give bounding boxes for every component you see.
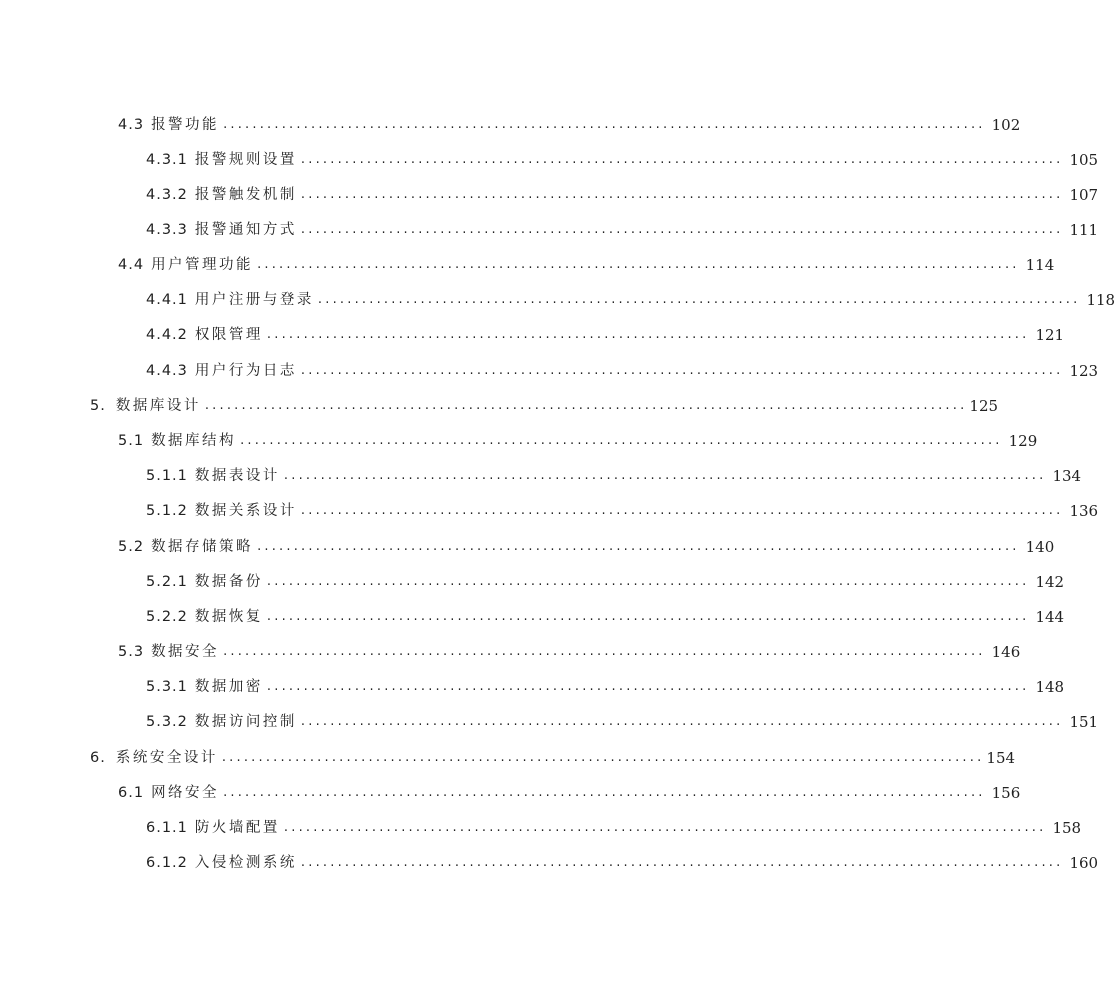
toc-entry-number: 4.4.1: [146, 292, 188, 308]
toc-entry-title: 用户注册与登录: [194, 292, 314, 308]
toc-entry-number: 4.3.1: [146, 152, 188, 168]
toc-entry-title: 报警功能: [151, 117, 220, 133]
toc-leader-dots: ........................................................................................................: [223, 785, 986, 800]
toc-leader-dots: ........................................................................................................: [266, 609, 1030, 624]
toc-entry-title: 用户管理功能: [151, 257, 254, 273]
toc-leader-dots: ........................................................................................................: [257, 257, 1020, 272]
toc-leader-dots: ........................................................................................................: [266, 574, 1030, 589]
toc-entry-title: 入侵检测系统: [194, 855, 297, 871]
toc-entry-5-3-1[interactable]: [146, 675, 1065, 699]
toc-leader-dots: ........................................................................................................: [240, 433, 1003, 448]
toc-entry-title: 报警触发机制: [194, 187, 297, 203]
toc-entry-title: 系统安全设计: [115, 750, 218, 766]
toc-entry-number: 5.3.1: [146, 679, 188, 695]
toc-leader-dots: ........................................................................................................: [266, 327, 1030, 342]
toc-entry-4-4[interactable]: [118, 253, 1055, 277]
toc-entry-number: 6.1.2: [146, 855, 188, 871]
toc-entry-title: 数据库设计: [115, 398, 201, 414]
toc-leader-dots: ........................................................................................................: [300, 152, 1064, 167]
toc-entry-page: 121: [1035, 326, 1065, 344]
toc-entry-title: 权限管理: [194, 327, 263, 343]
toc-entry-page: 158: [1052, 819, 1082, 837]
toc-entry-page: 154: [986, 749, 1016, 767]
toc-entry-5-3-2[interactable]: [146, 710, 1099, 734]
toc-entry-number: 5.3: [118, 644, 145, 660]
toc-entry-number: 5.3.2: [146, 714, 188, 730]
toc-entry-title: 数据恢复: [194, 609, 263, 625]
toc-entry-4-3-1[interactable]: [146, 148, 1099, 172]
toc-entry-6-1-2[interactable]: [146, 851, 1099, 875]
toc-entry-number: 4.3: [118, 117, 145, 133]
toc-entry-page: 105: [1069, 151, 1099, 169]
toc-entry-4-4-1[interactable]: [146, 288, 1115, 312]
toc-entry-4-4-2[interactable]: [146, 323, 1065, 347]
toc-leader-dots: ........................................................................................................: [300, 503, 1064, 518]
toc-entry-page: 140: [1025, 538, 1055, 556]
toc-leader-dots: ........................................................................................................: [223, 644, 986, 659]
toc-entry-page: 151: [1069, 713, 1099, 731]
toc-leader-dots: ........................................................................................................: [300, 855, 1064, 870]
toc-entry-page: 129: [1008, 432, 1038, 450]
toc-leader-dots: ........................................................................................................: [300, 714, 1064, 729]
toc-entry-title: 报警规则设置: [194, 152, 297, 168]
toc-entry-title: 数据存储策略: [151, 539, 254, 555]
toc-leader-dots: ........................................................................................................: [223, 117, 986, 132]
toc-entry-title: 数据访问控制: [194, 714, 297, 730]
toc-entry-4-4-3[interactable]: [146, 359, 1099, 383]
toc-entry-number: 4.3.3: [146, 222, 188, 238]
toc-entry-page: 156: [991, 784, 1021, 802]
toc-entry-5-2-1[interactable]: [146, 570, 1065, 594]
toc-entry-page: 111: [1069, 221, 1099, 239]
toc-entry-page: 134: [1052, 467, 1082, 485]
toc-entry-number: 6.1: [118, 785, 145, 801]
toc-entry-number: 6.1.1: [146, 820, 188, 836]
toc-entry-title: 数据备份: [194, 574, 263, 590]
toc-entry-title: 网络安全: [151, 785, 220, 801]
toc-entry-page: 142: [1035, 573, 1065, 591]
toc-entry-number: 4.4: [118, 257, 145, 273]
toc-entry-page: 114: [1025, 256, 1055, 274]
toc-leader-dots: ........................................................................................................: [300, 187, 1064, 202]
toc-entry-title: 数据安全: [151, 644, 220, 660]
toc-entry-5[interactable]: [90, 394, 999, 418]
toc-entry-number: 5.1: [118, 433, 145, 449]
toc-entry-5-2[interactable]: [118, 535, 1055, 559]
toc-entry-title: 数据加密: [194, 679, 263, 695]
toc-entry-5-1-1[interactable]: [146, 464, 1082, 488]
toc-entry-page: 102: [991, 116, 1021, 134]
toc-entry-number: 4.4.2: [146, 327, 188, 343]
toc-leader-dots: ........................................................................................................: [257, 539, 1020, 554]
toc-entry-page: 125: [969, 397, 999, 415]
toc-entry-number: 5.1.1: [146, 468, 188, 484]
toc-entry-6[interactable]: [90, 746, 1016, 770]
toc-leader-dots: ........................................................................................................: [283, 468, 1047, 483]
toc-leader-dots: ........................................................................................................: [221, 750, 985, 765]
toc-entry-title: 防火墙配置: [194, 820, 280, 836]
toc-entry-4-3-2[interactable]: [146, 183, 1099, 207]
toc-leader-dots: ........................................................................................................: [300, 363, 1064, 378]
toc-entry-title: 报警通知方式: [194, 222, 297, 238]
toc-entry-page: 146: [991, 643, 1021, 661]
toc-leader-dots: ........................................................................................................: [283, 820, 1047, 835]
toc-entry-5-2-2[interactable]: [146, 605, 1065, 629]
toc-entry-4-3-3[interactable]: [146, 218, 1099, 242]
toc-entry-page: 144: [1035, 608, 1065, 626]
toc-entry-number: 5.2: [118, 539, 145, 555]
toc-entry-title: 数据库结构: [151, 433, 237, 449]
toc-entry-5-1-2[interactable]: [146, 499, 1099, 523]
toc-entry-number: 4.3.2: [146, 187, 188, 203]
toc-entry-page: 118: [1086, 291, 1115, 309]
toc-leader-dots: ........................................................................................................: [266, 679, 1030, 694]
toc-leader-dots: ........................................................................................................: [204, 398, 968, 413]
toc-entry-title: 数据关系设计: [194, 503, 297, 519]
toc-entry-number: 5.2.2: [146, 609, 188, 625]
toc-entry-title: 数据表设计: [194, 468, 280, 484]
toc-entry-page: 107: [1069, 186, 1099, 204]
toc-entry-number: 6.: [90, 750, 106, 766]
toc-entry-number: 5.1.2: [146, 503, 188, 519]
toc-entry-number: 5.2.1: [146, 574, 188, 590]
toc-entry-page: 148: [1035, 678, 1065, 696]
toc-entry-5-3[interactable]: [118, 640, 1021, 664]
toc-entry-number: 5.: [90, 398, 106, 414]
toc-entry-6-1[interactable]: [118, 781, 1021, 805]
toc-entry-page: 160: [1069, 854, 1099, 872]
toc-leader-dots: ........................................................................................................: [300, 222, 1064, 237]
toc-entry-title: 用户行为日志: [194, 363, 297, 379]
toc-entry-page: 136: [1069, 502, 1099, 520]
toc-entry-page: 123: [1069, 362, 1099, 380]
toc-entry-number: 4.4.3: [146, 363, 188, 379]
toc-entry-6-1-1[interactable]: [146, 816, 1082, 840]
toc-leader-dots: ........................................................................................................: [317, 292, 1081, 307]
toc-entry-5-1[interactable]: [118, 429, 1038, 453]
toc-entry-4-3[interactable]: [118, 113, 1021, 137]
